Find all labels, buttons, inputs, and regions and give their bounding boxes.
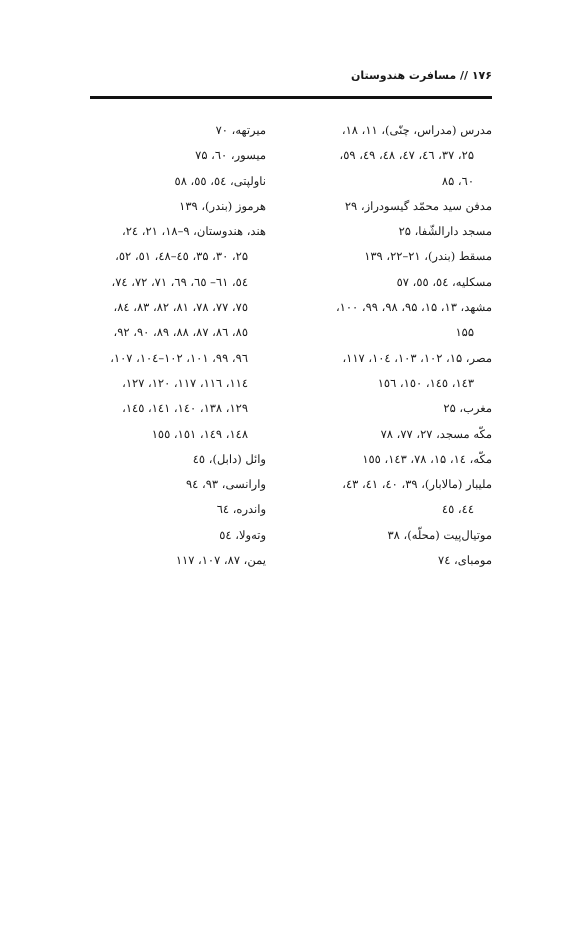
header-rule — [90, 96, 492, 99]
index-entry: مصر، ۱۵، ۱۰۲، ۱۰۳، ۱۰٤، ۱۱۷، — [342, 350, 492, 365]
index-entry: ٥٤، ٦١– ٦٥، ٦٩، ٧١، ٧٢، ٧٤، — [111, 274, 248, 289]
index-entry: ۲۵، ۳۰، ۳۵، ٤٥–٤٨، ٥١، ٥٢، — [115, 249, 248, 264]
index-entry: ١٤٨، ١٤٩، ١٥١، ١٥٥ — [151, 426, 248, 441]
running-head: ۱۷۶ // مسافرت هندوستان — [350, 69, 492, 82]
index-entry: مشهد، ۱۳، ۱۵، ۹۵، ۹۸، ۹۹، ۱۰۰، — [335, 300, 492, 315]
index-entry: مغرب، ۲۵ — [443, 401, 492, 416]
index-entry: وته‌ولا، ٥٤ — [219, 527, 266, 542]
index-entry: ٤٤، ٤٥ — [441, 502, 474, 517]
index-entry: ۱٤۳، ۱٤٥، ۱٥۰، ۱٥٦ — [377, 375, 474, 390]
index-entry: ٩٦، ٩٩، ١٠١، ١٠٢–١٠٤، ١٠٧، — [110, 350, 248, 365]
index-entry: مسجد دارالشّفا، ۲۵ — [398, 224, 492, 239]
index-entry: یمن، ۸۷، ۱۰۷، ۱۱۷ — [175, 553, 266, 568]
index-entry: ملیبار (مالابار)، ۳۹، ٤٠، ٤١، ٤٣، — [342, 477, 492, 492]
index-entry: مسقط (بندر)، ۲۱–۲۲، ۱۳۹ — [364, 249, 492, 264]
index-entry: مسکلیه، ٥٤، ٥٥، ٥٧ — [396, 274, 492, 289]
index-entry: ٨٥، ٨٦، ٨٧، ٨٨، ٨٩، ٩٠، ٩٢، — [113, 325, 248, 340]
index-entry: مومبای، ٧٤ — [438, 553, 492, 568]
index-entry: ١١٤، ١١٦، ١١٧، ١٢٠، ١٢٧، — [122, 375, 248, 390]
index-entry: ۲۵، ۳۷، ٤٦، ٤٧، ٤٨، ٤٩، ٥٩، — [339, 148, 474, 163]
index-entry: واندره، ٦٤ — [216, 502, 266, 517]
index-entry: میرتهه، ۷۰ — [215, 123, 266, 137]
index-entry: ٧٥، ٧٧، ٧٨، ٨١، ٨٢، ٨٣، ٨٤، — [113, 300, 248, 315]
index-entry: ۱۵۵ — [455, 325, 474, 340]
index-column-left — [80, 118, 266, 573]
index-entry: ٦٠، ۸۵ — [441, 173, 474, 188]
index-entry: ناولپتی، ٥٤، ٥٥، ٥٨ — [174, 173, 266, 188]
index-entry: مدفن سید محمّد گیسودراز، ۲۹ — [344, 198, 492, 213]
index-entry: مدرس (مدراس، چنّی)، ۱۱، ۱۸، — [341, 123, 492, 137]
index-entry: میسور، ٦٠، ۷۵ — [195, 148, 266, 163]
index-entry: ١٢٩، ١٣٨، ١٤٠، ١٤١، ١٤٥، — [122, 401, 248, 416]
index-entry: هند، هندوستان، ۹–۱۸، ۲۱، ۲٤، — [122, 224, 266, 239]
index-entry: هرموز (بندر)، ۱۳۹ — [179, 198, 266, 213]
index-entry: وارانسی، ۹۳، ۹٤ — [185, 477, 266, 492]
index-entry: وائل (دابل)، ٤٥ — [192, 451, 266, 466]
index-entry: مکّه مسجد، ۲۷، ۷۷، ۷۸ — [380, 426, 492, 441]
index-entry: موتیال‌پیت (محلّه)، ۳۸ — [387, 527, 492, 542]
page-header — [90, 66, 492, 92]
index-entry: مکّه، ۱٤، ۱۵، ۷۸، ۱٤۳، ۱٥٥ — [362, 451, 492, 466]
index-column-right — [300, 118, 492, 573]
